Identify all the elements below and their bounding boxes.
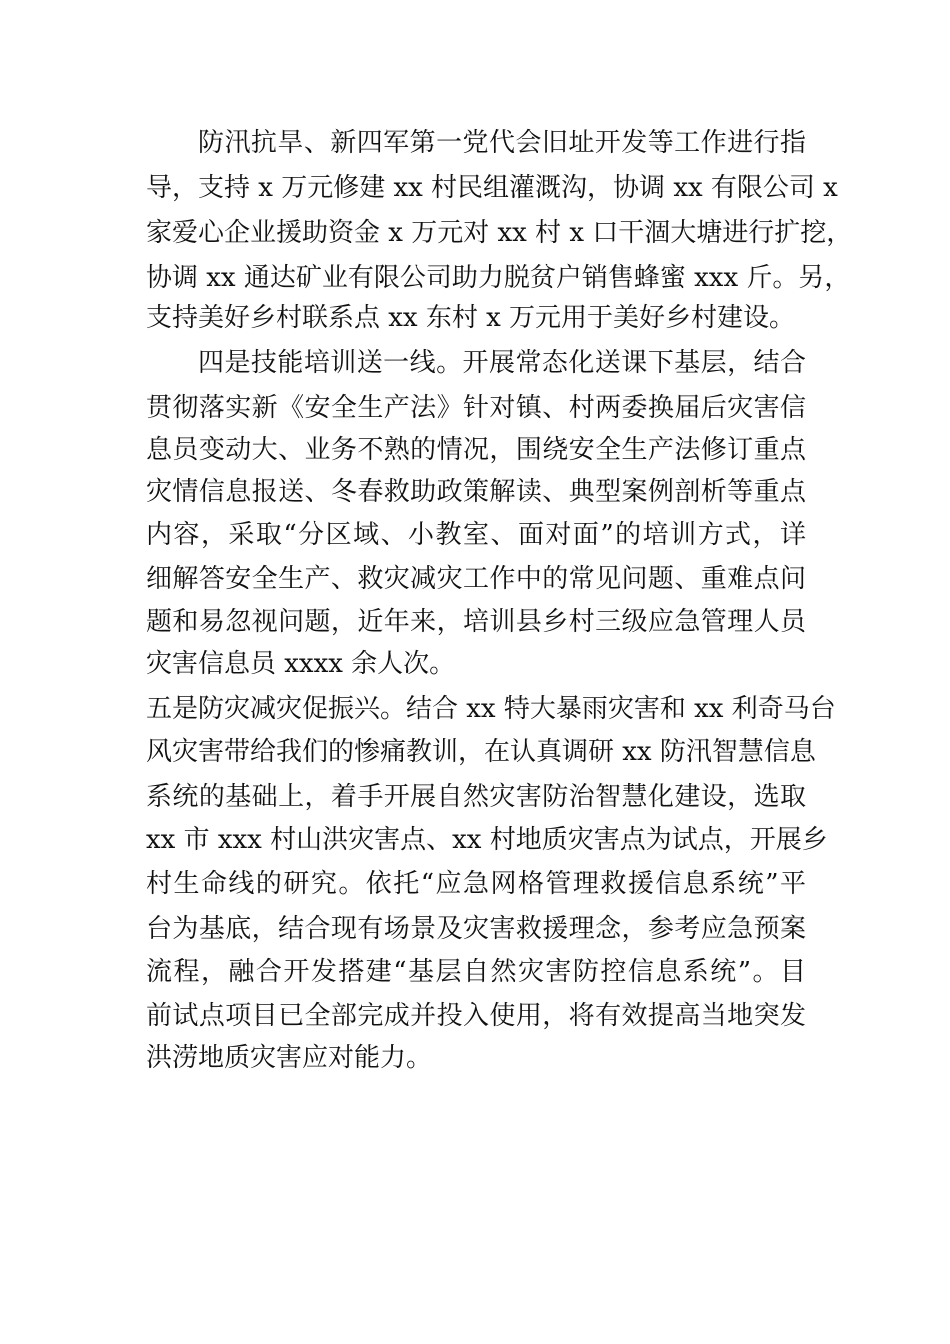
paragraph-3-line-9: 洪涝地质灾害应对能力。 [146, 1043, 433, 1073]
paragraph-3-line-1: 五是防灾减灾促振兴。结合 xx 特大暴雨灾害和 xx 利奇马台 [146, 694, 836, 724]
paragraph-1-line-4: 协调 xx 通达矿业有限公司助力脱贫户销售蜂蜜 xxx 斤。另， [146, 263, 851, 293]
paragraph-3-line-5: 村生命线的研究。依托“应急网格管理救援信息系统”平 [146, 869, 806, 899]
paragraph-2-line-8: 灾害信息员 xxxx 余人次。 [146, 649, 456, 679]
paragraph-2-line-6: 细解答安全生产、救灾减灾工作中的常见问题、重难点问 [146, 564, 806, 594]
paragraph-3-line-3: 系统的基础上，着手开展自然灾害防治智慧化建设，选取 [146, 782, 806, 812]
paragraph-3-line-7: 流程，融合开发搭建“基层自然灾害防控信息系统”。目 [146, 957, 806, 987]
paragraph-2-line-7: 题和易忽视问题，近年来，培训县乡村三级应急管理人员 [146, 607, 806, 637]
paragraph-2-line-3: 息员变动大、业务不熟的情况，围绕安全生产法修订重点 [146, 435, 806, 465]
paragraph-3-line-6: 台为基底，结合现有场景及灾害救援理念，参考应急预案 [146, 914, 806, 944]
paragraph-1-line-1: 防汛抗旱、新四军第一党代会旧址开发等工作进行指 [198, 128, 806, 158]
paragraph-2-line-1: 四是技能培训送一线。开展常态化送课下基层，结合 [198, 348, 806, 378]
paragraph-1-line-2: 导，支持 x 万元修建 xx 村民组灌溉沟，协调 xx 有限公司 x [146, 173, 838, 203]
paragraph-1-line-5: 支持美好乡村联系点 xx 东村 x 万元用于美好乡村建设。 [146, 303, 796, 333]
paragraph-3-line-8: 前试点项目已全部完成并投入使用，将有效提高当地突发 [146, 1001, 806, 1031]
paragraph-3-line-2: 风灾害带给我们的惨痛教训，在认真调研 xx 防汛智慧信息 [146, 737, 816, 767]
paragraph-3-line-4: xx 市 xxx 村山洪灾害点、xx 村地质灾害点为试点，开展乡 [146, 825, 828, 855]
paragraph-2-line-4: 灾情信息报送、冬春救助政策解读、典型案例剖析等重点 [146, 477, 806, 507]
paragraph-2-line-5: 内容，采取“分区域、小教室、面对面”的培训方式，详 [146, 520, 806, 550]
paragraph-2-line-2: 贯彻落实新《安全生产法》针对镇、村两委换届后灾害信 [146, 393, 806, 423]
paragraph-1-line-3: 家爱心企业援助资金 x 万元对 xx 村 x 口干涸大塘进行扩挖， [146, 218, 853, 248]
